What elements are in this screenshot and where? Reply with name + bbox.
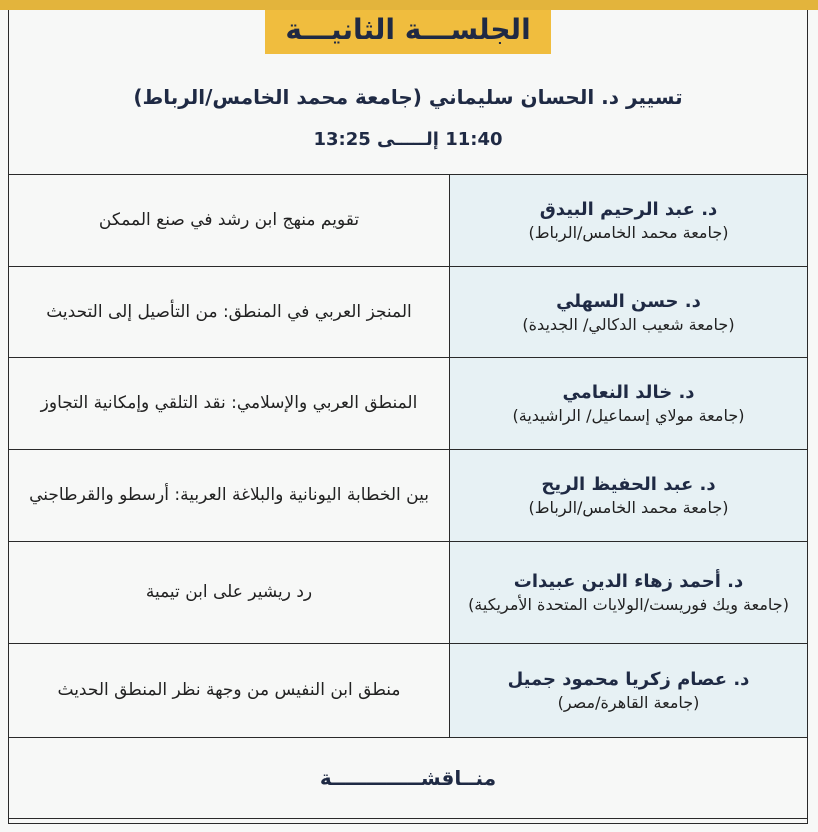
- speaker-name: د. خالد النعامي: [562, 382, 695, 403]
- talk-topic: المنطق العربي والإسلامي: نقد التلقي وإمكانية التجاوز: [9, 358, 450, 450]
- speaker-name: د. عبد الحفيظ الريح: [541, 474, 716, 495]
- session-chair: تسيير د. الحسان سليماني (جامعة محمد الخامس/الرباط): [133, 85, 683, 109]
- speaker-affiliation: (جامعة محمد الخامس/الرباط): [528, 498, 729, 517]
- talk-topic: بين الخطابة اليونانية والبلاغة العربية: أرسطو والقرطاجني: [9, 450, 450, 542]
- speaker-affiliation: (جامعة القاهرة/مصر): [557, 693, 700, 712]
- table-row: [9, 450, 808, 542]
- discussion-cell: [9, 738, 808, 819]
- speaker-cell: [450, 542, 808, 644]
- speaker-affiliation: (جامعة مولاي إسماعيل/ الراشيدية): [512, 406, 745, 425]
- speaker-affiliation: (جامعة ويك فوريست/الولايات المتحدة الأمريكية): [468, 595, 789, 614]
- speaker-affiliation: (جامعة محمد الخامس/الرباط): [528, 223, 729, 242]
- table-row: [9, 358, 808, 450]
- discussion-row: [9, 738, 808, 819]
- discussion-label: منــاقشـــــــــــــة: [319, 766, 497, 790]
- speaker-cell: [450, 267, 808, 358]
- speaker-cell: [450, 450, 808, 542]
- speaker-name: د. حسن السهلي: [556, 290, 701, 312]
- session-title: الجلســـة الثانيـــة: [265, 10, 550, 54]
- table-row: [9, 644, 808, 738]
- talk-topic: تقويم منهج ابن رشد في صنع الممكن: [9, 175, 450, 267]
- speaker-name: د. عبد الرحيم البيدق: [539, 199, 718, 220]
- speaker-affiliation: (جامعة شعيب الدكالي/ الجديدة): [522, 314, 735, 334]
- speaker-name: د. أحمد زهاء الدين عبيدات: [513, 571, 744, 592]
- speaker-cell: [450, 175, 808, 267]
- table-row: [9, 267, 808, 358]
- talk-topic: رد ريشير على ابن تيمية: [9, 542, 450, 644]
- speaker-name: د. عصام زكريا محمود جميل: [507, 669, 750, 690]
- speaker-cell: [450, 644, 808, 738]
- table-row: [9, 175, 808, 267]
- talk-topic: المنجز العربي في المنطق: من التأصيل إلى التحديث: [9, 267, 450, 358]
- title-wrap: [9, 10, 807, 58]
- session-frame: [8, 10, 808, 824]
- talk-topic: منطق ابن النفيس من وجهة نظر المنطق الحديث: [9, 644, 450, 738]
- program-table: [8, 174, 808, 819]
- session-time: 11:40 إلـــــى 13:25: [313, 129, 503, 150]
- table-row: [9, 542, 808, 644]
- speaker-cell: [450, 358, 808, 450]
